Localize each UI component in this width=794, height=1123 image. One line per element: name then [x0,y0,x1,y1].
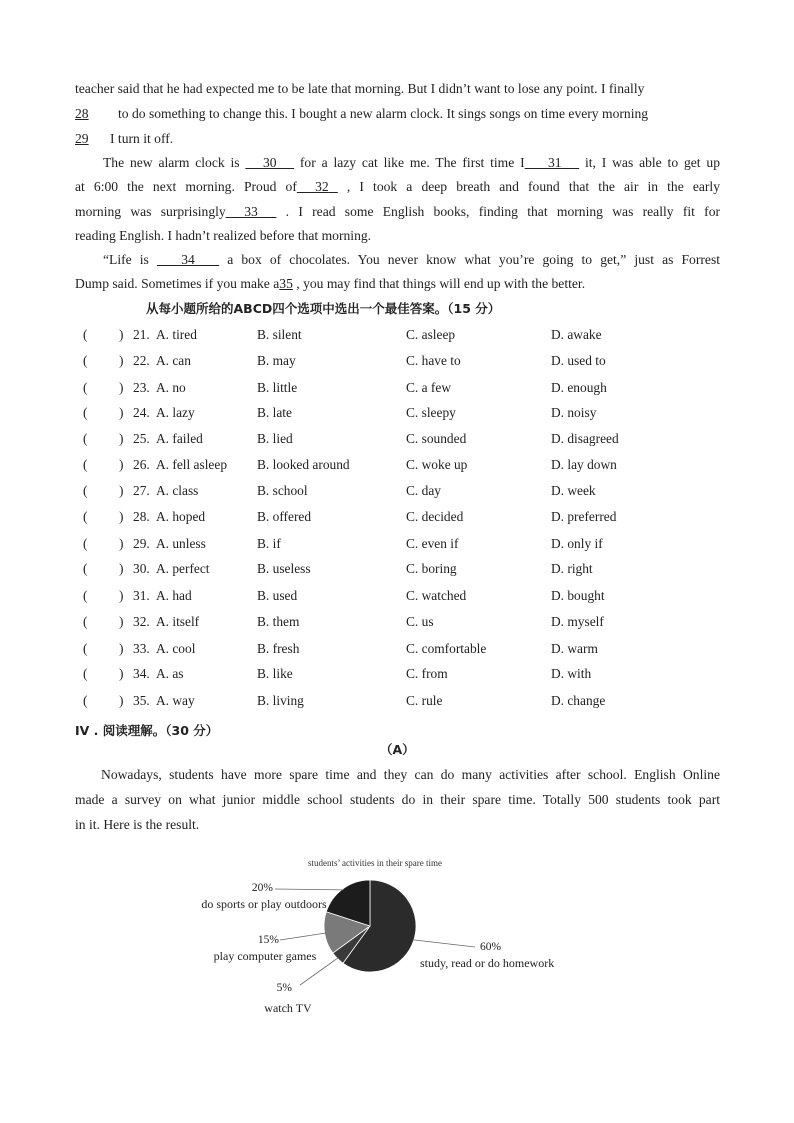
option-d: D. awake [551,327,602,342]
passage-line-3: 29 I turn it off. [75,131,174,146]
question-paren-close: ) [119,666,124,681]
section-subtitle: （A） [380,742,415,757]
pie-chart [180,848,620,1028]
option-d: D. disagreed [551,431,619,446]
question-row [0,561,794,583]
option-c: C. boring [406,561,457,576]
leader-line [280,933,326,940]
option-c: C. asleep [406,327,456,342]
question-number: 29. [133,536,150,551]
question-number: 28. [133,509,150,524]
option-a: A. unless [156,536,206,551]
question-paren-open: ( [83,457,88,472]
option-a: A. hoped [156,509,206,524]
question-row [0,431,794,453]
question-paren-close: ) [119,614,124,629]
question-paren-close: ) [119,588,124,603]
option-a: A. lazy [156,405,195,420]
question-row [0,641,794,663]
question-paren-close: ) [119,641,124,656]
blank-35: 35 [279,276,293,291]
option-c: C. comfortable [406,641,487,656]
option-b: B. offered [257,509,312,524]
question-row [0,353,794,375]
slice-percent-label: 60% [480,941,502,953]
slice-percent-label: 20% [251,882,273,894]
reading-para-line-3: in it. Here is the result. [75,817,200,832]
question-paren-open: ( [83,483,88,498]
question-row [0,614,794,636]
question-paren-open: ( [83,327,88,342]
question-row [0,483,794,505]
question-number: 27. [133,483,150,498]
option-c: C. have to [406,353,461,368]
blank-30: 30 [262,155,277,170]
question-number: 31. [133,588,150,603]
question-paren-close: ) [119,327,124,342]
question-number: 22. [133,353,150,368]
question-paren-open: ( [83,405,88,420]
question-paren-close: ) [119,353,124,368]
question-paren-open: ( [83,693,88,708]
question-row [0,327,794,349]
question-paren-close: ) [119,380,124,395]
slice-category-label: do sports or play outdoors [201,897,327,911]
option-d: D. used to [551,353,606,368]
question-row [0,509,794,531]
option-d: D. bought [551,588,605,603]
question-paren-open: ( [83,536,88,551]
option-b: B. them [257,614,300,629]
question-paren-close: ) [119,483,124,498]
option-b: B. living [257,693,304,708]
cloze-instruction: 从每小题所给的ABCD四个选项中选出一个最佳答案。（15 分） [146,301,501,316]
option-b: B. fresh [257,641,300,656]
blank-28: 28 [75,106,89,121]
slice-category-label: study, read or do homework [420,956,555,970]
pie-chart-svg [180,848,620,1028]
option-c: C. us [406,614,434,629]
option-a: A. no [156,380,186,395]
question-row [0,536,794,558]
question-number: 34. [133,666,150,681]
option-d: D. noisy [551,405,597,420]
slice-percent-label: 5% [276,982,292,994]
question-number: 26. [133,457,150,472]
option-b: B. looked around [257,457,350,472]
option-b: B. like [257,666,293,681]
option-a: A. can [156,353,191,368]
option-c: C. even if [406,536,459,551]
question-paren-open: ( [83,380,88,395]
option-b: B. late [257,405,292,420]
blank-34: 34 [181,252,195,267]
option-d: D. preferred [551,509,617,524]
question-paren-open: ( [83,614,88,629]
option-a: A. failed [156,431,203,446]
passage-line-8: “Life is 34 a box of chocolates. You never know what you’re going to get,” just as Forrest [103,252,721,267]
slice-category-label: watch TV [264,1001,312,1015]
option-a: A. fell asleep [156,457,228,472]
option-b: B. useless [257,561,311,576]
option-d: D. warm [551,641,598,656]
reading-para-line-1: Nowadays, students have more spare time and they can do many activities after school. English Online [101,767,720,782]
blank-32: 32 [315,179,329,194]
option-b: B. if [257,536,281,551]
passage-line-1: teacher said that he had expected me to be late that morning. But I didn’t want to lose any point. I finally [75,81,645,96]
chart-title: students’ activities in their spare time [307,858,443,868]
option-d: D. only if [551,536,603,551]
question-number: 24. [133,405,150,420]
question-paren-close: ) [119,457,124,472]
question-paren-open: ( [83,353,88,368]
question-number: 33. [133,641,150,656]
option-a: A. tired [156,327,197,342]
question-paren-close: ) [119,561,124,576]
question-number: 21. [133,327,150,342]
slice-category-label: play computer games [213,949,317,963]
passage-line-4: The new alarm clock is 30 for a lazy cat like me. The first time I 31 it, I was able to get up [103,155,721,170]
question-paren-open: ( [83,561,88,576]
question-paren-open: ( [83,666,88,681]
option-a: A. had [156,588,192,603]
option-a: A. perfect [156,561,210,576]
question-row [0,666,794,688]
question-paren-close: ) [119,405,124,420]
question-paren-open: ( [83,641,88,656]
slice-percent-label: 15% [257,934,279,946]
option-d: D. week [551,483,596,498]
passage-line-9: Dump said. Sometimes if you make a35 , you may find that things will end up with the better. [75,276,586,291]
passage-line-2: 28 to do something to change this. I bought a new alarm clock. It sings songs on time every morning [75,106,649,121]
blank-33: 33 [244,204,258,219]
option-c: C. sounded [406,431,467,446]
section-title: IV . 阅读理解。（30 分） [75,723,219,738]
question-number: 30. [133,561,150,576]
question-number: 25. [133,431,150,446]
question-paren-close: ) [119,536,124,551]
question-paren-close: ) [119,431,124,446]
option-b: B. used [257,588,298,603]
question-paren-open: ( [83,509,88,524]
passage-line-5: at 6:00 the next morning. Proud of 32 , I took a deep breath and found that the air in the early [75,179,721,194]
question-paren-close: ) [119,693,124,708]
question-row [0,693,794,715]
option-c: C. a few [406,380,451,395]
leader-line [412,940,475,947]
question-paren-open: ( [83,588,88,603]
option-d: D. enough [551,380,607,395]
option-b: B. little [257,380,298,395]
leader-line [275,889,344,890]
question-paren-open: ( [83,431,88,446]
passage-line-7: reading English. I hadn’t realized before that morning. [75,228,372,243]
option-a: A. cool [156,641,196,656]
option-a: A. itself [156,614,200,629]
option-b: B. may [257,353,296,368]
option-c: C. woke up [406,457,468,472]
option-c: C. day [406,483,441,498]
option-b: B. silent [257,327,302,342]
question-number: 32. [133,614,150,629]
option-d: D. with [551,666,592,681]
passage-line-6: morning was surprisingly 33 . I read some English books, finding that morning was really fit for [75,204,721,219]
blank-29: 29 [75,131,89,146]
option-d: D. lay down [551,457,617,472]
question-row [0,380,794,402]
option-d: D. myself [551,614,604,629]
question-row [0,588,794,610]
question-row [0,405,794,427]
option-a: A. as [156,666,184,681]
option-c: C. decided [406,509,464,524]
option-d: D. right [551,561,593,576]
option-b: B. lied [257,431,293,446]
option-b: B. school [257,483,308,498]
question-number: 23. [133,380,150,395]
blank-31: 31 [548,155,562,170]
question-row [0,457,794,479]
option-a: A. way [156,693,195,708]
option-c: C. rule [406,693,443,708]
reading-para-line-2: made a survey on what junior middle school students do in their spare time. Totally 500 students took part [75,792,720,807]
question-paren-close: ) [119,509,124,524]
option-a: A. class [156,483,199,498]
option-c: C. watched [406,588,467,603]
option-c: C. sleepy [406,405,456,420]
option-c: C. from [406,666,448,681]
question-number: 35. [133,693,150,708]
option-d: D. change [551,693,606,708]
